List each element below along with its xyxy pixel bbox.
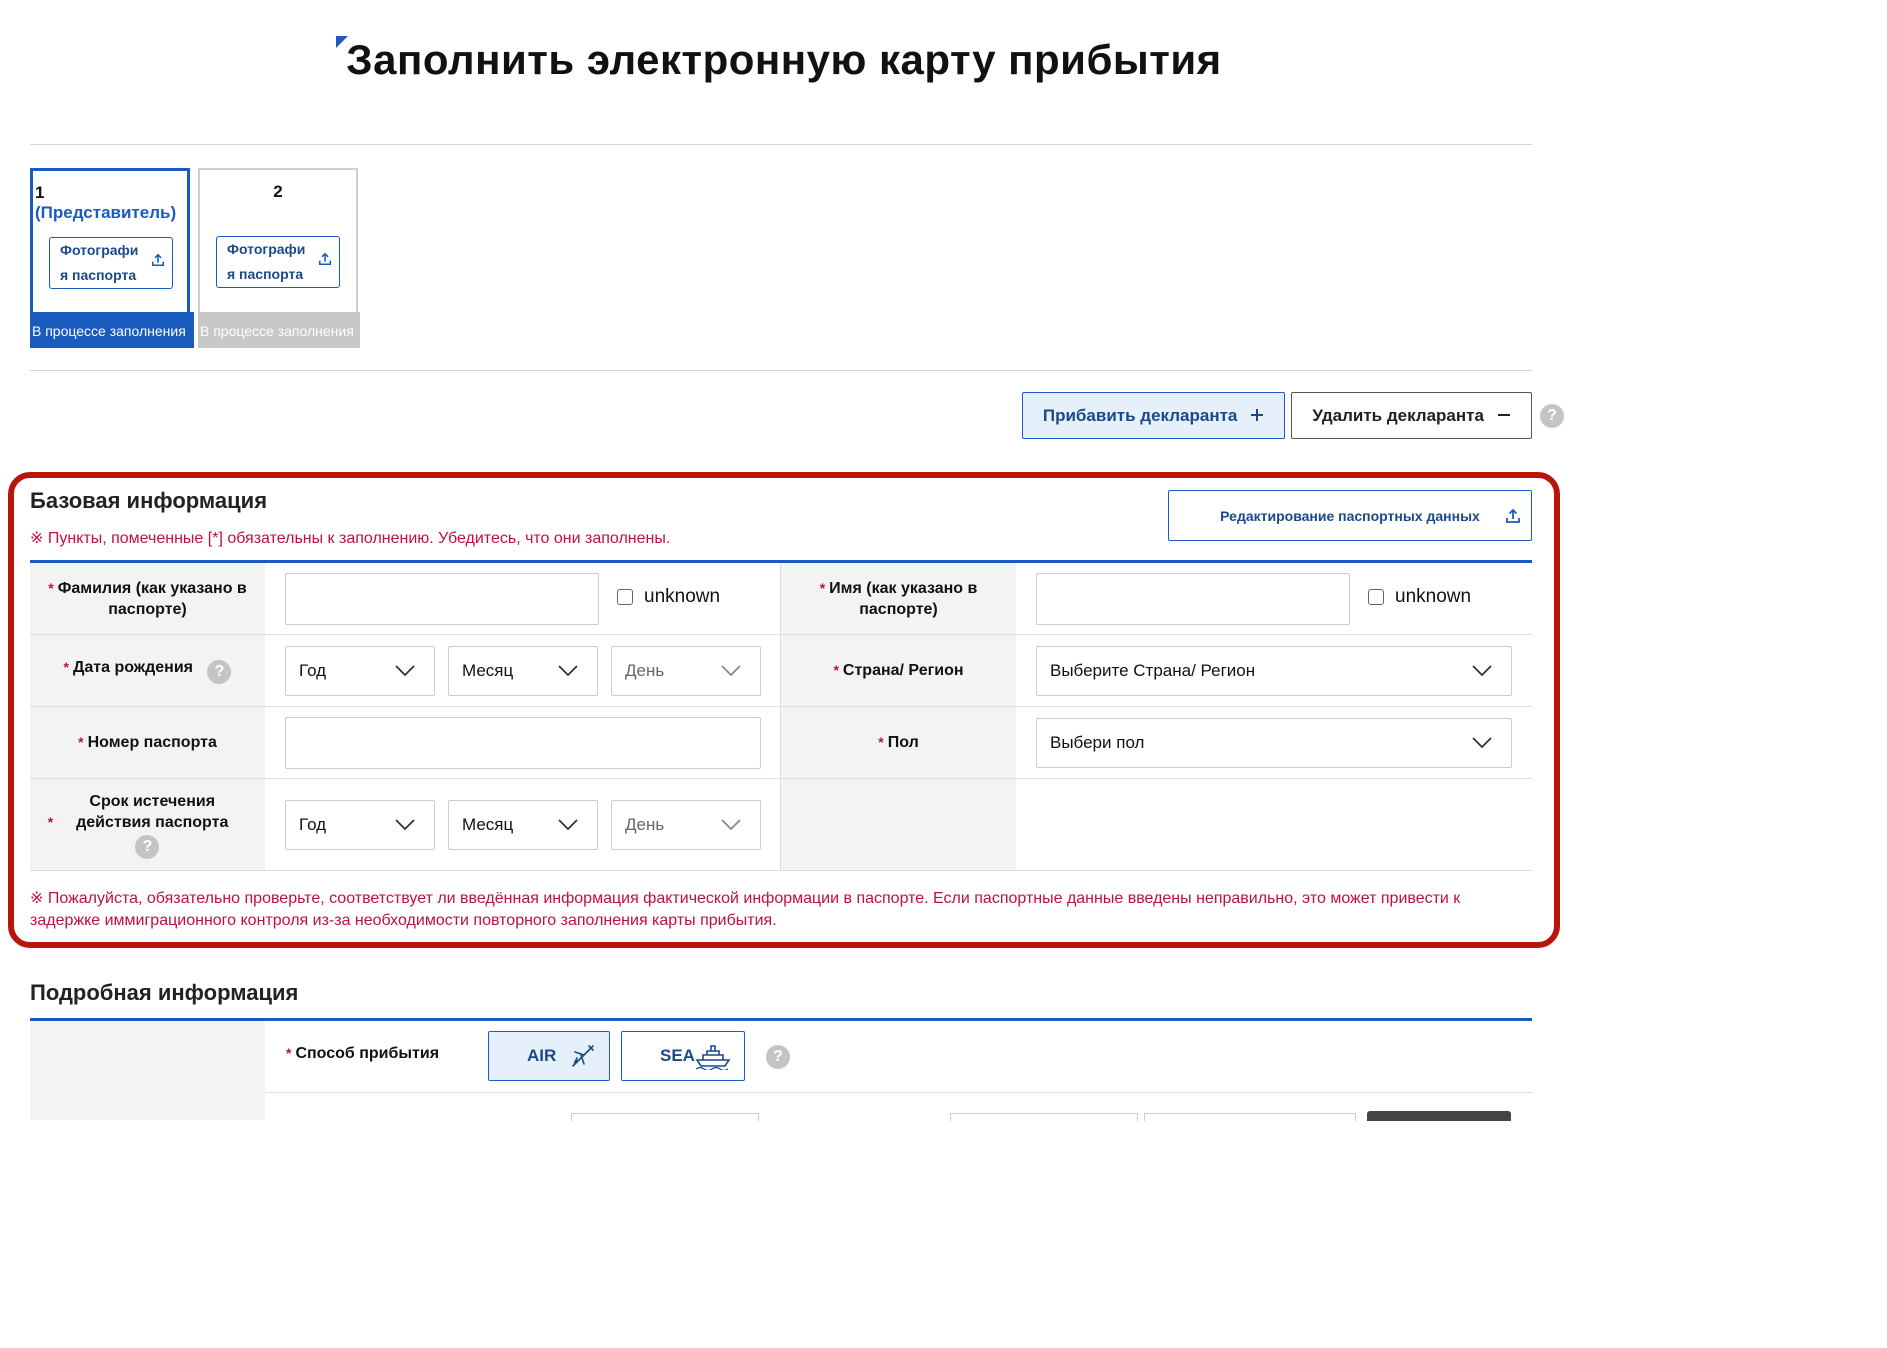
airplane-icon <box>569 1042 597 1070</box>
declarant-card-header <box>200 182 356 202</box>
upload-icon <box>318 252 332 266</box>
edit-passport-data-label: Редактирование паспортных данных <box>1220 507 1480 524</box>
chevron-down-icon <box>1471 736 1493 750</box>
required-mark: * <box>819 579 826 596</box>
help-icon[interactable]: ? <box>135 835 159 859</box>
surname-unknown-checkbox[interactable] <box>617 586 720 608</box>
name-label <box>781 563 1016 635</box>
chevron-down-icon <box>720 818 742 832</box>
birth-day-value: День <box>625 661 665 680</box>
chevron-down-icon <box>394 818 416 832</box>
surname-label-text: Фамилия (как указано в паспорте) <box>57 579 247 618</box>
remove-declarant-label: Удалить декларанта <box>1312 405 1484 425</box>
declarant-status: В процессе заполнения <box>198 312 360 348</box>
required-mark: * <box>63 659 69 675</box>
passport-number-label <box>30 707 265 779</box>
upload-icon <box>1505 508 1521 524</box>
declarant-card-2[interactable] <box>198 168 358 348</box>
divider-top <box>30 144 1532 145</box>
required-mark: * <box>48 579 54 596</box>
partial-button[interactable] <box>1367 1111 1511 1121</box>
help-icon[interactable]: ? <box>207 660 231 684</box>
declarant-status: В процессе заполнения <box>30 312 194 348</box>
arrival-mode-row <box>265 1021 1532 1093</box>
passport-photo-label-line2: я паспорта <box>227 266 304 282</box>
name-unknown-checkbox[interactable] <box>1368 586 1471 608</box>
partial-field[interactable] <box>1144 1113 1356 1121</box>
birth-date-label-text: Дата рождения <box>72 659 194 676</box>
remove-declarant-button[interactable] <box>1291 392 1532 439</box>
plus-icon <box>1250 408 1264 422</box>
declarant-number: 2 <box>273 182 283 201</box>
chevron-down-icon <box>720 664 742 678</box>
edit-passport-data-button[interactable] <box>1168 490 1532 541</box>
air-mode-label: AIR <box>527 1046 557 1065</box>
country-label <box>781 635 1016 707</box>
passport-photo-button[interactable] <box>216 236 340 288</box>
passport-photo-label-line1: Фотографи <box>227 241 306 257</box>
page-title: Заполнить электронную карту прибытия <box>346 36 1222 83</box>
ship-icon <box>694 1042 732 1070</box>
arrival-mode-label-text: Способ прибытия <box>295 1045 440 1062</box>
page-title-wrap <box>0 30 1568 90</box>
country-select-value: Выберите Страна/ Регион <box>1050 661 1256 680</box>
unknown-label: unknown <box>644 586 721 607</box>
air-mode-button[interactable] <box>488 1031 610 1081</box>
country-select[interactable] <box>1036 646 1512 696</box>
partial-field[interactable] <box>571 1113 759 1121</box>
detail-info-title: Подробная информация <box>30 980 299 1005</box>
add-declarant-label: Прибавить декларанта <box>1042 405 1238 425</box>
declarant-card-1[interactable] <box>30 168 190 348</box>
help-icon[interactable]: ? <box>766 1045 790 1069</box>
gender-select-value: Выбери пол <box>1050 733 1145 752</box>
gender-label-text: Пол <box>887 734 919 751</box>
passport-photo-button[interactable] <box>49 237 173 289</box>
required-mark: * <box>286 1045 292 1061</box>
empty-value-cell <box>1016 779 1532 871</box>
checkbox-box[interactable] <box>1368 589 1384 605</box>
chevron-down-icon <box>394 664 416 678</box>
expiry-year-select[interactable] <box>285 800 435 850</box>
expiry-day-value: День <box>625 815 665 834</box>
required-fields-note: ※ Пункты, помеченные [*] обязательны к заполнению. Убедитесь, что они заполнены. <box>30 530 671 547</box>
required-mark: * <box>47 813 54 830</box>
country-label-text: Страна/ Регион <box>842 662 964 679</box>
expiry-month-select[interactable] <box>448 800 598 850</box>
basic-info-title: Базовая информация <box>30 488 268 513</box>
gender-label <box>781 707 1016 779</box>
expiry-month-value: Месяц <box>462 815 514 834</box>
arrival-mode-label <box>286 1045 439 1063</box>
partial-field[interactable] <box>950 1113 1138 1121</box>
name-input[interactable] <box>1036 573 1350 625</box>
passport-expiry-label <box>30 779 265 871</box>
required-mark: * <box>833 662 839 678</box>
surname-input[interactable] <box>285 573 599 625</box>
minus-icon <box>1497 408 1511 422</box>
required-mark: * <box>878 734 884 750</box>
sea-mode-label: SEA <box>660 1046 695 1065</box>
passport-number-input[interactable] <box>285 717 761 769</box>
detail-label-column <box>30 1021 265 1120</box>
chevron-down-icon <box>1471 664 1493 678</box>
birth-year-select[interactable] <box>285 646 435 696</box>
passport-warning-note: ※ Пожалуйста, обязательно проверьте, соответствует ли введённая информация фактической информации в паспорте. Если паспортные данные введены неправильно, это может привести к задержке иммиграционного контроля из-за необходимости повторного заполнения карты прибытия. <box>30 890 1461 929</box>
passport-photo-label-line2: я паспорта <box>60 267 137 283</box>
declarant-number: 1 <box>35 183 45 202</box>
sea-mode-button[interactable] <box>621 1031 745 1081</box>
gender-select[interactable] <box>1036 718 1512 768</box>
expiry-year-value: Год <box>299 815 327 834</box>
divider-middle <box>30 370 1532 371</box>
required-mark: * <box>78 734 84 750</box>
declarant-role: (Представитель) <box>35 203 177 222</box>
checkbox-box[interactable] <box>617 589 633 605</box>
passport-number-label-text: Номер паспорта <box>87 734 217 751</box>
birth-year-value: Год <box>299 661 327 680</box>
expiry-day-select[interactable] <box>611 800 761 850</box>
upload-icon <box>151 253 165 267</box>
passport-photo-label-line1: Фотографи <box>60 242 139 258</box>
passport-expiry-label-text: Срок истечения действия паспорта <box>76 792 229 831</box>
birth-date-label <box>30 635 265 707</box>
birth-day-select[interactable] <box>611 646 761 696</box>
chevron-down-icon <box>557 818 579 832</box>
unknown-label: unknown <box>1395 586 1472 607</box>
name-label-text: Имя (как указано в паспорте) <box>829 579 978 618</box>
help-icon[interactable]: ? <box>1540 404 1564 428</box>
birth-month-value: Месяц <box>462 661 514 680</box>
birth-month-select[interactable] <box>448 646 598 696</box>
chevron-down-icon <box>557 664 579 678</box>
empty-label-cell <box>781 779 1016 871</box>
surname-label <box>30 563 265 635</box>
declarant-card-header <box>33 183 187 223</box>
add-declarant-button[interactable] <box>1022 392 1285 439</box>
